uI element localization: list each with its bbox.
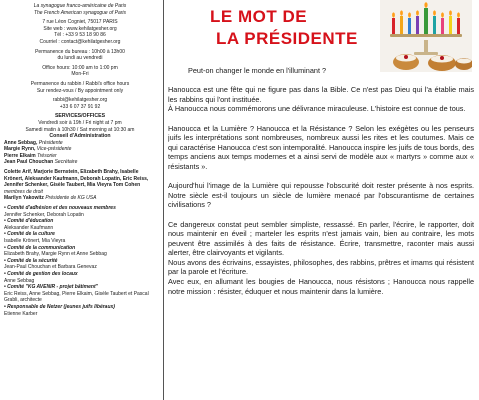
officers-list (0, 140, 160, 317)
article-paragraph: Aujourd'hui l'image de la Lumière qui repousse l'obscurité doit rester présente à nos esprits. Notre siècle est-il toujours un siècle de lumière menacé par l'obscurantisme de certaines civilisations ? (168, 181, 474, 210)
services-saturday: Samedi matin à 10h30 / Sat morning at 10:30 am (25, 126, 135, 133)
title-line-2: LA PRÉSIDENTE (216, 29, 358, 48)
article-paragraph: Avec eux, en allumant les bougies de Hanoucca, nous résistons ; Hanoucca nous rappelle notre mission : résister, éduquer et nous maintenir dans la lumière. (168, 277, 474, 296)
article-body (168, 66, 474, 296)
office-hours-2: Mon-Fri (71, 71, 89, 78)
article-paragraph: Hanoucca et la Lumière ? Hanoucca et la Résistance ? Selon les exégètes ou les penseurs juifs les interprétations sont nombreuses, nombreux aussi les rites et les coutumes. Mais ce qui caractérise Hanoucca c'est son intemporalité. Hanoucca inspire les juifs de tous bords, des temps anciens aux temps modernes et a ainsi servi de modèle aux « martyrs » comme aux « résistants ». (168, 123, 474, 171)
article (168, 0, 474, 400)
comite-item: • Comité de la culture Isabelle Krönert, Mia Vieyra (4, 231, 66, 244)
comite-item: • Comité d'éducation Aleksander Kaufmann (4, 218, 54, 231)
comite-item: • Responsable de Netzer (jeunes juifs libéraux) Etienne Karber (4, 303, 115, 317)
article-title (210, 6, 380, 50)
marilyn-item: Marilyn Yakowitz Présidente de KG USA (4, 195, 97, 202)
comite-item: • Comité d'adhésion et des nouveaux membres Jennifer Schenker, Deborah Lopatin (4, 205, 116, 218)
services-title: SERVICES/OFFICES (54, 113, 106, 120)
rabbi-email[interactable]: rabbi@kehilatgesher.org (52, 97, 108, 104)
members-list: Colette Arif, Marjorie Bernstein, Elizabeth Brahy, Isabelle Krönert, Aleksander Kaufmann, Deborah Lopatin, Eric Reiss, Jennifer Schenker, Gisèle Taubert, Mia Vieyra Tom Cohen membres de droit (4, 169, 149, 195)
phone: Tél : +33 9 53 18 90 86 (54, 32, 106, 39)
services-friday: Vendredi soir à 19h / Fri night at 7 pm (38, 119, 122, 126)
comite-item: • Comité "KG AVENIR - projet bâtiment" Eric Reiss, Anne Sebbag, Pierre Elkaim, Gisèle Taubert et Pascal Grabli, architecte (4, 284, 149, 304)
comite-item: • Comité de la communication Elizabeth Brahy, Margie Rynn et Anne Sebbag (4, 244, 107, 258)
rabbi-phone: +33 6 07 37 91 92 (59, 103, 101, 110)
comite-item: • Comité de gestion des locaux Anne Sebbag (4, 270, 78, 284)
officer-item: Margie Rynn, Vice-présidente (4, 146, 72, 153)
title-line-1: LE MOT DE (210, 7, 308, 26)
officer-item: Anne Sebbag, Présidente (4, 139, 63, 146)
website[interactable]: Site web : www.kehilatgesher.org (43, 25, 117, 32)
comite-item: • Comité de la sécurité Jean-Paul Chouchan et Barbara Genevaz (4, 257, 97, 271)
rabbi-hours-1: Permanence du rabbin / Rabbi's office hours (30, 80, 130, 87)
address: 7 rue Léon Cogniet, 75017 PARIS (42, 19, 118, 26)
org-name-en: The French American synagogue of Paris (33, 9, 127, 16)
article-paragraph: Ce dangereux constat peut sembler simpliste, ressassé. En parler, l'écrire, le rapporter, doit nous maintenir en éveil ; marteler les esprits n'est jamais vain, bien au contraire, les mots peuvent être assimilés à des faits de résistance. Écrire, transmettre, raconter mais aussi alerter, être clairvoyants et vigilants. (168, 219, 474, 258)
officer-item: Jean Paul Chouchan Secrétaire (4, 159, 78, 166)
article-paragraph: Hanoucca est une fête qui ne figure pas dans la Bible. Ce n'est pas Dieu qui l'a établie mais les rabbins qui l'ont instituée. (168, 85, 474, 104)
rabbi-hours-2: Sur rendez-vous / By appointment only (36, 87, 124, 94)
contact-email[interactable]: Courriel : contact@kehilatgesher.org (39, 38, 121, 45)
article-paragraph: Peut-on changer le monde en l'illuminant ? (188, 66, 327, 75)
office-permanence-1: Permanence du bureau : 10h00 à 13h00 (35, 48, 125, 55)
conseil-title: Conseil d'Administration (49, 133, 111, 140)
menorah-image (380, 0, 472, 72)
sidebar-info (0, 0, 160, 400)
article-paragraph: Nous avons des écrivains, essayistes, philosophes, des rabbins, prêtres et imams qui résistent par la parole et l'écriture. (168, 257, 474, 277)
officer-item: Pierre Elkaim Trésorier (4, 152, 57, 159)
article-paragraph: À Hanoucca nous commémorons une délivrance miraculeuse. L'histoire est connue de tous. (168, 104, 466, 114)
org-name-fr: La synagogue franco-américaine de Paris (33, 3, 127, 9)
office-permanence-2: du lundi au vendredi (57, 55, 103, 62)
column-divider (163, 0, 164, 400)
office-hours-1: Office hours: 10:00 am to 1:00 pm (42, 64, 118, 71)
